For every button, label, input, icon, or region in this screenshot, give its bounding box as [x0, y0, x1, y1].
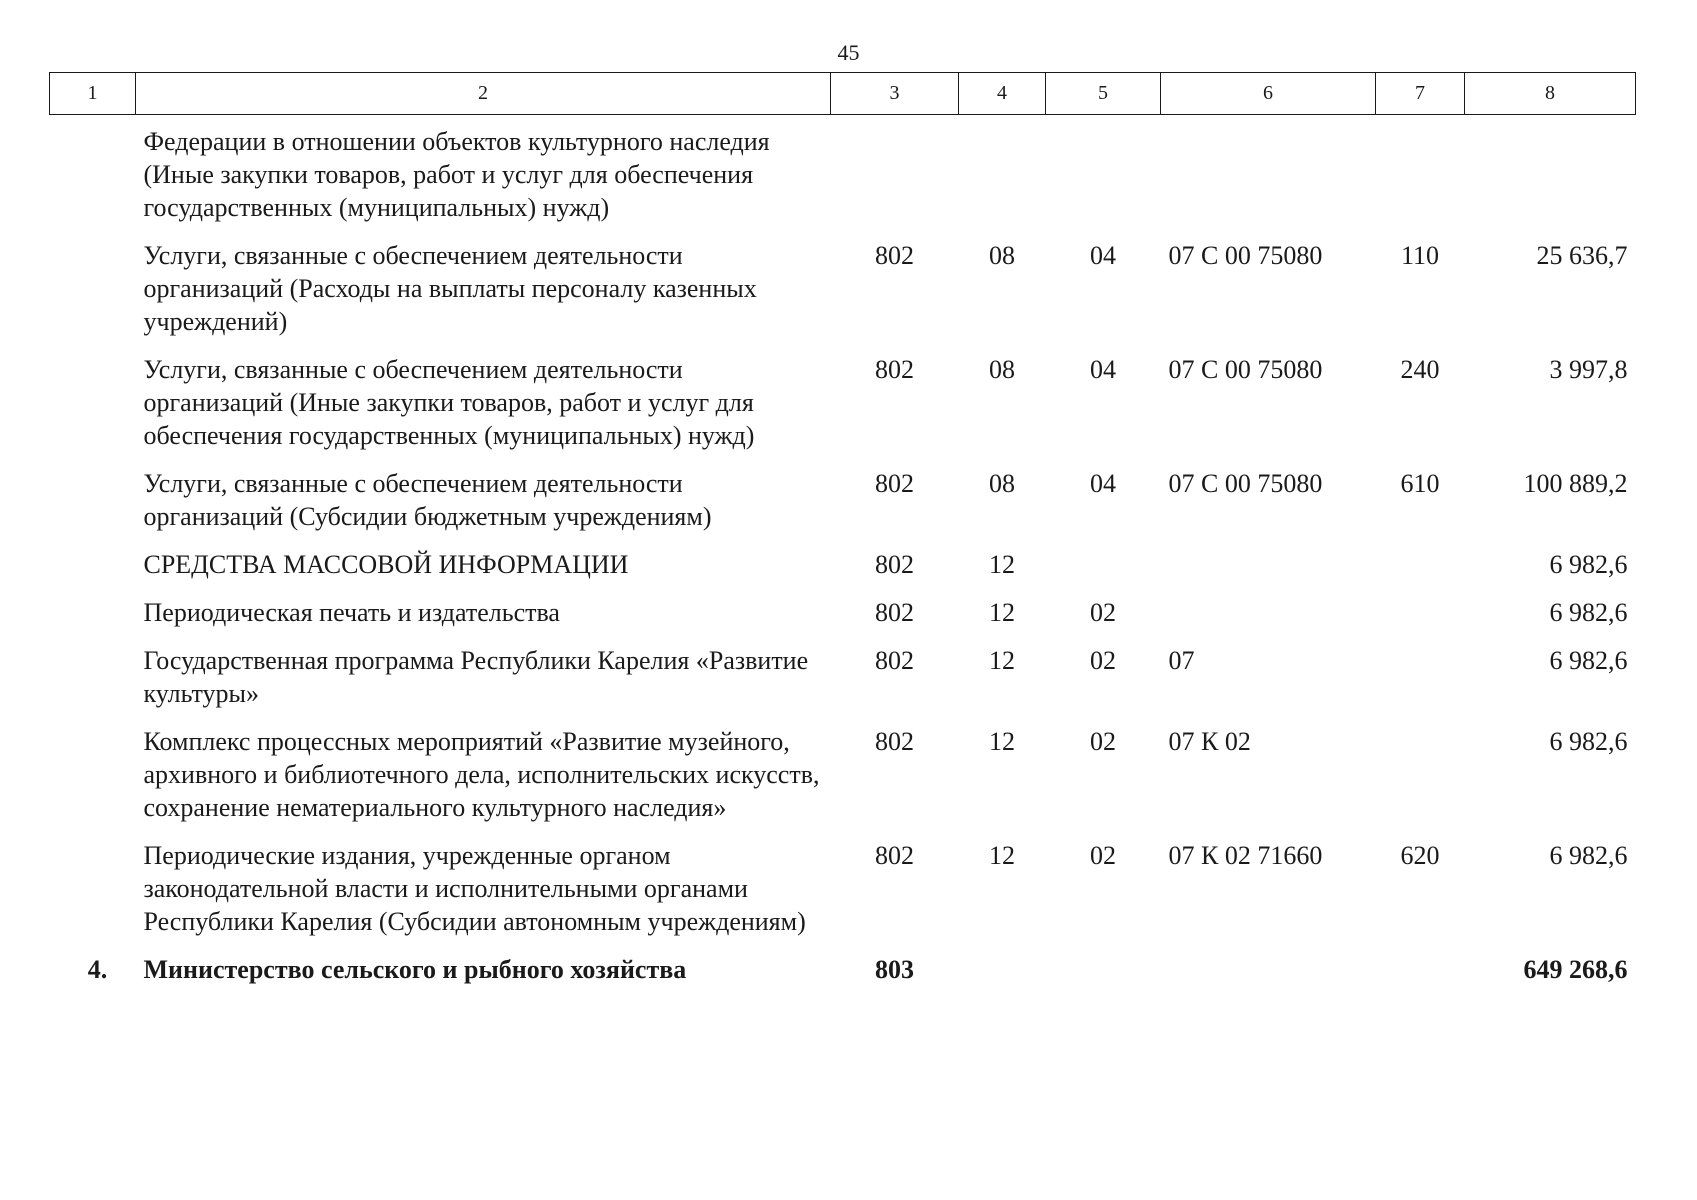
page-number: 45	[837, 40, 860, 65]
row-expense-type	[1376, 714, 1465, 828]
row-subsection-code: 02	[1090, 727, 1116, 756]
row-ved-code: 802	[875, 598, 914, 627]
row-ved-code: 802	[875, 646, 914, 675]
table-header	[50, 73, 1636, 115]
row-section-code: 12	[989, 550, 1015, 579]
row-amount: 6 982,6	[1549, 727, 1628, 756]
row-number	[50, 228, 136, 342]
row-target-article	[1161, 115, 1376, 229]
column-header-2: 2	[136, 73, 831, 115]
row-number	[50, 456, 136, 537]
column-header-6: 6	[1161, 73, 1376, 115]
row-expense-type: 110	[1400, 241, 1440, 270]
row-number	[50, 714, 136, 828]
header-row	[50, 73, 1636, 115]
row-amount: 100 889,2	[1523, 469, 1628, 498]
table-row	[50, 585, 1636, 633]
row-section-code: 12	[989, 598, 1015, 627]
table-row	[50, 537, 1636, 585]
budget-table	[49, 72, 1636, 990]
column-header-3: 3	[831, 73, 959, 115]
row-section-code: 12	[989, 646, 1015, 675]
row-number	[50, 115, 136, 229]
table-row	[50, 115, 1636, 229]
row-name: Федерации в отношении объектов культурного наследия (Иные закупки товаров, работ и услуг для обеспечения государственных (муниципальных) нужд)	[143, 127, 770, 222]
table-row	[50, 456, 1636, 537]
row-section-code: 12	[989, 841, 1015, 870]
row-expense-type	[1376, 585, 1465, 633]
row-number	[50, 633, 136, 714]
column-header-5: 5	[1046, 73, 1161, 115]
row-ved-code: 803	[875, 955, 914, 984]
row-section-code: 08	[989, 469, 1015, 498]
row-name: Государственная программа Республики Карелия «Развитие культуры»	[143, 646, 809, 708]
row-expense-type	[1376, 537, 1465, 585]
row-subsection-code	[1046, 537, 1161, 585]
row-name: Министерство сельского и рыбного хозяйства	[143, 955, 687, 984]
row-target-article	[1161, 537, 1376, 585]
column-header-1: 1	[50, 73, 136, 115]
row-target-article: 07 К 02	[1168, 727, 1251, 756]
table-row	[50, 828, 1636, 942]
row-target-article: 07 С 00 75080	[1168, 469, 1323, 498]
table-row	[50, 942, 1636, 990]
row-number	[50, 828, 136, 942]
row-ved-code: 802	[875, 469, 914, 498]
row-amount: 6 982,6	[1549, 646, 1628, 675]
row-name: Услуги, связанные с обеспечением деятельности организаций (Иные закупки товаров, работ и услуг для обеспечения государственных (муниципальных) нужд)	[143, 355, 755, 450]
row-subsection-code	[1046, 115, 1161, 229]
table-row	[50, 714, 1636, 828]
column-header-8: 8	[1465, 73, 1636, 115]
row-name: Услуги, связанные с обеспечением деятельности организаций (Расходы на выплаты персоналу казенных учреждений)	[143, 241, 757, 336]
row-number	[50, 342, 136, 456]
row-ved-code: 802	[875, 241, 914, 270]
row-section-code: 08	[989, 241, 1015, 270]
column-header-4: 4	[959, 73, 1046, 115]
row-expense-type: 620	[1400, 841, 1440, 870]
row-ved-code: 802	[875, 550, 914, 579]
row-subsection-code: 04	[1090, 241, 1116, 270]
row-target-article	[1161, 585, 1376, 633]
table-row	[50, 342, 1636, 456]
column-header-7: 7	[1376, 73, 1465, 115]
table-row	[50, 228, 1636, 342]
row-subsection-code: 02	[1090, 598, 1116, 627]
row-number	[50, 585, 136, 633]
row-name: СРЕДСТВА МАССОВОЙ ИНФОРМАЦИИ	[143, 550, 629, 579]
row-expense-type	[1376, 115, 1465, 229]
row-target-article: 07 К 02 71660	[1168, 841, 1323, 870]
row-subsection-code	[1046, 942, 1161, 990]
row-section-code	[959, 942, 1046, 990]
row-subsection-code: 04	[1090, 469, 1116, 498]
row-subsection-code: 04	[1090, 355, 1116, 384]
row-expense-type	[1376, 942, 1465, 990]
row-name: Комплекс процессных мероприятий «Развитие музейного, архивного и библиотечного дела, исполнительских искусств, сохранение нематериального культурного наследия»	[143, 727, 820, 822]
row-number	[50, 537, 136, 585]
row-ved-code: 802	[875, 355, 914, 384]
row-section-code	[959, 115, 1046, 229]
row-amount: 6 982,6	[1549, 598, 1628, 627]
row-number: 4.	[87, 955, 108, 984]
row-amount	[1465, 115, 1636, 229]
row-amount: 6 982,6	[1549, 550, 1628, 579]
row-name: Периодическая печать и издательства	[143, 598, 560, 627]
row-expense-type: 240	[1400, 355, 1440, 384]
row-subsection-code: 02	[1090, 841, 1116, 870]
row-subsection-code: 02	[1090, 646, 1116, 675]
row-target-article: 07 С 00 75080	[1168, 241, 1323, 270]
row-amount: 6 982,6	[1549, 841, 1628, 870]
row-ved-code: 802	[875, 841, 914, 870]
row-target-article	[1161, 942, 1376, 990]
row-amount: 649 268,6	[1523, 955, 1628, 984]
row-name: Услуги, связанные с обеспечением деятельности организаций (Субсидии бюджетным учреждениям)	[143, 469, 712, 531]
row-section-code: 08	[989, 355, 1015, 384]
row-name: Периодические издания, учрежденные органом законодательной власти и исполнительными органами Республики Карелия (Субсидии автономным учреждениям)	[143, 841, 806, 936]
row-section-code: 12	[989, 727, 1015, 756]
row-expense-type: 610	[1400, 469, 1440, 498]
table-body	[50, 115, 1636, 991]
row-expense-type	[1376, 633, 1465, 714]
row-amount: 25 636,7	[1536, 241, 1628, 270]
row-target-article: 07 С 00 75080	[1168, 355, 1323, 384]
table-row	[50, 633, 1636, 714]
row-target-article: 07	[1168, 646, 1195, 675]
row-amount: 3 997,8	[1549, 355, 1628, 384]
row-ved-code	[831, 115, 959, 229]
row-ved-code: 802	[875, 727, 914, 756]
